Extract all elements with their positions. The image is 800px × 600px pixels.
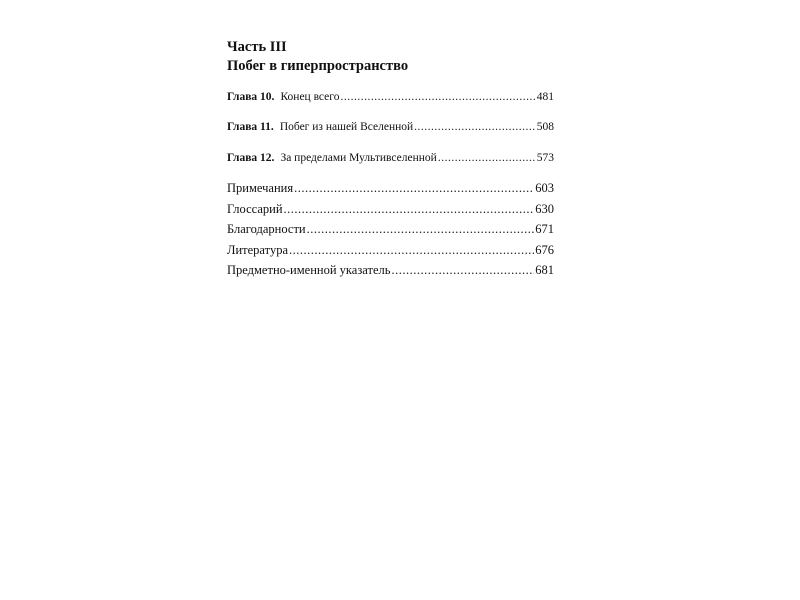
page-number: 508 xyxy=(536,121,554,133)
toc-entry-index[interactable] xyxy=(227,262,554,278)
dot-leader xyxy=(284,201,535,217)
page-number: 630 xyxy=(535,202,554,216)
toc-entry-chapter-12[interactable] xyxy=(227,150,554,166)
dot-leader xyxy=(294,180,534,196)
toc-entry-glossary[interactable] xyxy=(227,201,554,217)
entry-title: Предметно-именной указатель xyxy=(227,263,391,277)
page-number: 681 xyxy=(535,263,554,277)
page-number: 671 xyxy=(535,222,554,236)
entry-title: Благодарности xyxy=(227,222,306,236)
page-number: 676 xyxy=(535,243,554,257)
chapter-title: За пределами Мультивселенной xyxy=(280,152,437,164)
part-title: Побег в гиперпространство xyxy=(227,58,409,74)
dot-leader xyxy=(340,89,535,105)
toc-entry-notes[interactable] xyxy=(227,180,554,196)
toc-entry-acknowledgements[interactable] xyxy=(227,221,554,237)
dot-leader xyxy=(414,119,536,135)
page-number: 481 xyxy=(536,91,554,103)
page-number: 603 xyxy=(535,181,554,195)
toc-entry-chapter-10[interactable] xyxy=(227,89,554,105)
chapter-number: Глава 12. xyxy=(227,152,275,164)
entry-title: Литература xyxy=(227,243,288,257)
part-heading xyxy=(227,38,408,76)
chapter-number: Глава 11. xyxy=(227,121,274,133)
chapter-number: Глава 10. xyxy=(227,91,275,103)
page-number: 573 xyxy=(536,152,554,164)
part-number: Часть III xyxy=(227,39,287,55)
dot-leader xyxy=(307,221,535,237)
toc-entry-literature[interactable] xyxy=(227,242,554,258)
toc-entry-chapter-11[interactable] xyxy=(227,119,554,135)
dot-leader xyxy=(289,242,534,258)
entry-title: Глоссарий xyxy=(227,202,283,216)
dot-leader xyxy=(391,262,534,278)
dot-leader xyxy=(438,150,536,166)
chapter-title: Конец всего xyxy=(280,91,340,103)
chapter-title: Побег из нашей Вселенной xyxy=(279,121,414,133)
entry-title: Примечания xyxy=(227,181,294,195)
